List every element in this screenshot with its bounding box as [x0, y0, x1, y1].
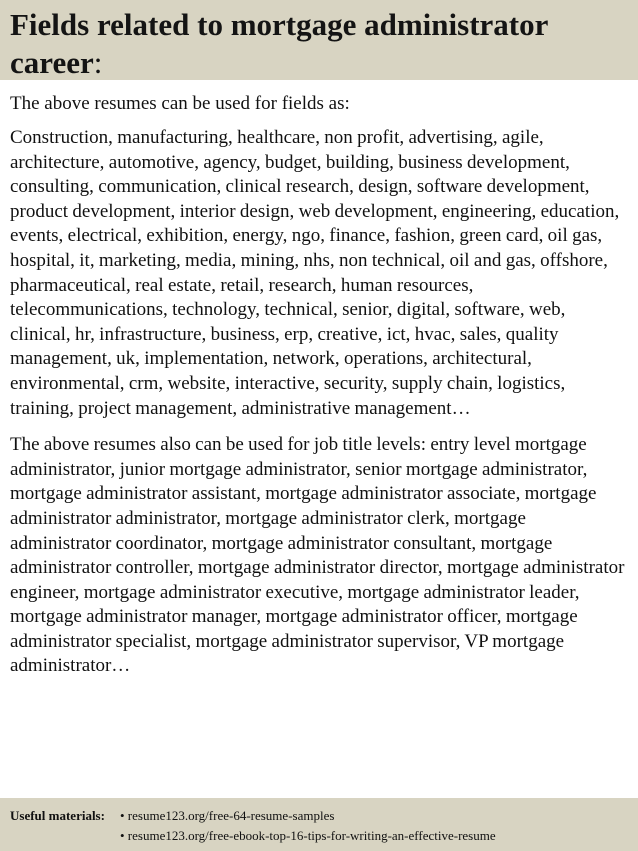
page-title	[10, 6, 628, 82]
useful-materials-footer	[0, 798, 638, 851]
useful-materials-label-colon: :	[100, 808, 105, 823]
footer-row-1	[10, 806, 628, 826]
page-title-text: Fields related to mortgage administrator career	[10, 7, 548, 80]
footer-indent	[10, 826, 120, 846]
footer-row-2	[10, 826, 628, 846]
useful-materials-label	[10, 806, 120, 826]
job-levels-paragraph: The above resumes also can be used for job title levels: entry level mortgage administrator, junior mortgage administrator, senior mortgage administrator, mortgage administrator assistant, mortgage administrator associate, mortgage administrator administrator, mortgage administrator clerk, mortgage administrator coordinator, mortgage administrator consultant, mortgage administrator controller, mortgage administrator director, mortgage administrator engineer, mortgage administrator executive, mortgage administrator leader, mortgage administrator manager, mortgage administrator officer, mortgage administrator specialist, mortgage administrator supervisor, VP mortgage administrator…	[10, 434, 625, 677]
resume-ebook-link[interactable]: • resume123.org/free-ebook-top-16-tips-for-writing-an-effective-resume	[120, 828, 496, 843]
intro-text: The above resumes can be used for fields as:	[10, 93, 350, 114]
fields-paragraph: Construction, manufacturing, healthcare, non profit, advertising, agile, architecture, automotive, agency, budget, building, business development, consulting, communication, clinical research, design, software development, product development, interior design, web development, engineering, education, events, electrical, exhibition, energy, ngo, finance, fashion, green card, oil gas, hospital, it, marketing, media, mining, nhs, non technical, oil and gas, offshore, pharmaceutical, real estate, retail, research, human resources, telecommunications, technology, technical, senior, digital, software, web, clinical, hr, infrastructure, business, erp, creative, ict, hvac, sales, quality management, uk, implementation, network, operations, architectural, environmental, crm, website, interactive, security, supply chain, logistics, training, project management, administrative management…	[10, 127, 620, 419]
useful-materials-label-text: Useful materials	[10, 808, 101, 823]
title-band	[0, 0, 638, 80]
resume-samples-link[interactable]: • resume123.org/free-64-resume-samples	[120, 808, 335, 823]
main-content	[0, 92, 638, 679]
page-title-colon: :	[93, 45, 103, 80]
